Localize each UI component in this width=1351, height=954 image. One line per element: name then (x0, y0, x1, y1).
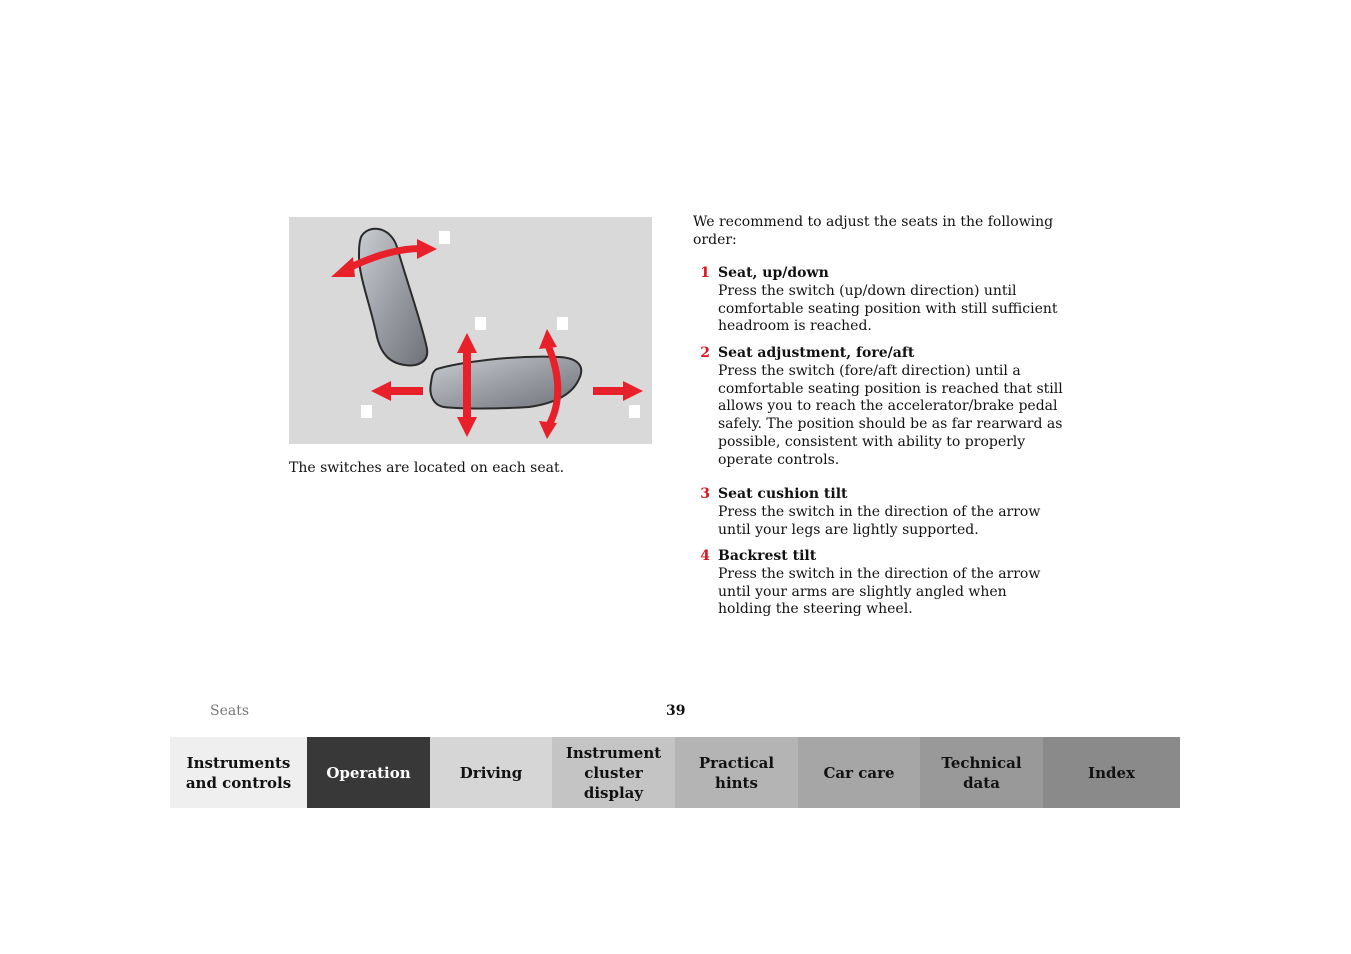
tab-operation[interactable] (307, 737, 430, 808)
tab-label-line1: Technical (941, 753, 1022, 772)
step-number: 2 (700, 345, 710, 361)
step-description: Press the switch in the direction of the arrow until your arms are slightly angled when holding the steering wheel. (718, 565, 1041, 618)
step-title: Seat adjustment, fore/aft (718, 345, 915, 361)
up-arrowhead (457, 333, 477, 353)
tab-label-line2: data (963, 773, 1000, 792)
tab-car-care[interactable] (798, 737, 920, 808)
chapter-nav (170, 737, 1180, 808)
seat-switch-illustration (289, 217, 652, 444)
footer-section-title: Seats (210, 703, 250, 719)
callout-marker-1 (475, 317, 486, 330)
step-3 (696, 486, 1066, 539)
callout-marker-3 (557, 317, 568, 330)
step-number: 1 (700, 265, 710, 281)
tab-label-line1: Instruments (186, 753, 291, 772)
tab-label-line1: Operation (326, 763, 411, 782)
step-title: Backrest tilt (718, 548, 817, 564)
tab-practical-hints[interactable] (675, 737, 798, 808)
tab-label-line2: cluster display (583, 763, 644, 802)
cushion-tilt-arrowhead-bottom (539, 421, 557, 439)
tab-label-line2: and controls (185, 773, 292, 792)
step-number: 3 (700, 486, 710, 502)
tab-label-line1: Practical hints (698, 753, 775, 792)
tab-instruments-and-controls[interactable] (170, 737, 307, 808)
cushion-tilt-arrowhead-top (539, 329, 557, 349)
seat-switch-figure (289, 217, 652, 444)
tab-instrument-cluster-display[interactable] (552, 737, 675, 808)
tab-label-line1: Driving (459, 763, 523, 782)
step-4 (696, 548, 1066, 619)
step-2 (696, 345, 1066, 470)
fore-arrowhead (623, 381, 643, 401)
step-title: Seat cushion tilt (718, 486, 848, 502)
up-down-arrow-shaft (463, 349, 471, 419)
backrest-tilt-arrowhead-right (417, 239, 437, 259)
step-number: 4 (700, 548, 710, 564)
aft-arrowhead (371, 381, 391, 401)
callout-marker-2a (361, 405, 372, 418)
figure-caption: The switches are located on each seat. (289, 460, 565, 476)
tab-label-line1: Instrument (565, 743, 662, 762)
callout-marker-2b (629, 405, 640, 418)
step-description: Press the switch (fore/aft direction) until a comfortable seating position is reached that still allows you to reach the accelerator/brake pedal safely. The position should be as far rearward as possible, consistent with ability to properly operate controls. (718, 362, 1063, 468)
tab-label-line1: Index (1088, 763, 1135, 782)
intro-text: We recommend to adjust the seats in the following order: (693, 214, 1054, 248)
step-description: Press the switch in the direction of the arrow until your legs are lightly supported. (718, 503, 1041, 538)
tab-driving[interactable] (430, 737, 552, 808)
step-description: Press the switch (up/down direction) until comfortable seating position with still sufficient headroom is reached. (718, 282, 1058, 335)
step-1 (696, 265, 1066, 336)
page-number: 39 (666, 703, 686, 719)
tab-label-line1: Car care (823, 763, 895, 782)
callout-marker-4 (439, 231, 450, 244)
tab-technical-data[interactable] (920, 737, 1043, 808)
step-title: Seat, up/down (718, 265, 829, 281)
down-arrowhead (457, 417, 477, 437)
tab-index[interactable] (1043, 737, 1180, 808)
backrest-tilt-arrowhead-left (331, 257, 355, 277)
aft-arrow-shaft (387, 387, 423, 395)
